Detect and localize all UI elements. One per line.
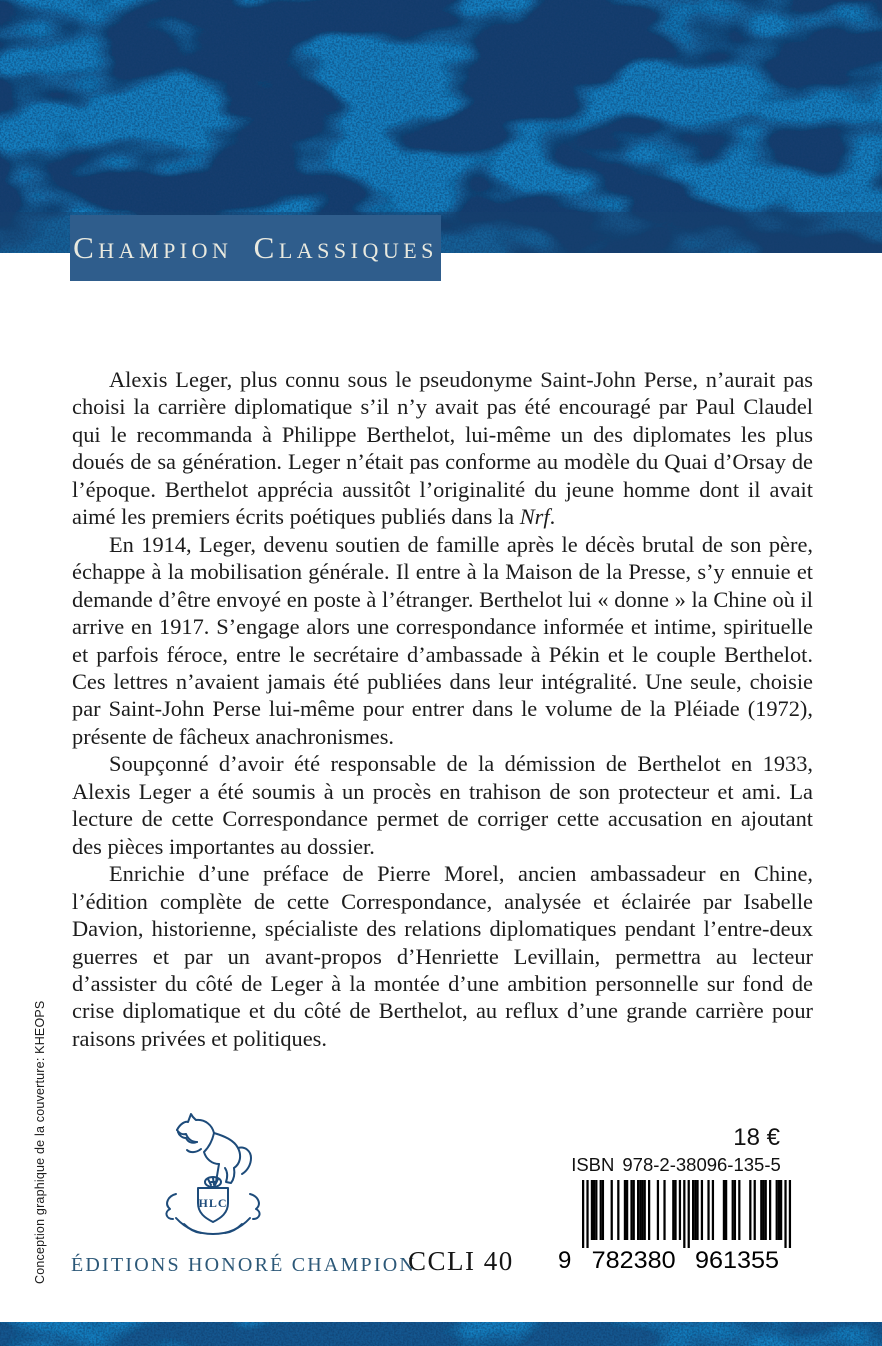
- price: 18 €: [733, 1124, 780, 1151]
- series-title: Champion Classiques: [73, 230, 438, 265]
- design-credit-vertical: Conception graphique de la couverture: KHEOPS: [33, 1000, 47, 1284]
- isbn-label: ISBN: [571, 1154, 615, 1175]
- back-text: [72, 366, 813, 1052]
- horse-crest-logo: [146, 1106, 280, 1242]
- collection-number: CCLI 40: [408, 1246, 514, 1276]
- paragraph: Enrichie d’une préface de Pierre Morel, ancien ambassadeur en Chine, l’édition complète de cette Correspondance, analysée et éclairée par Isabelle Davion, historienne, spécialiste des relations diplomatiques pendant l’entre-deux guerres et par un avant-propos d’Henriette Levillain, permettra au lecteur d’assister du côté de Leger à la montée d’une ambition personnelle sur fond de crise diplomatique et du côté de Berthelot, au reflux d’une grande carrière pour raisons privées et politiques.: [72, 861, 813, 1051]
- logo-monogram: HLC: [198, 1196, 228, 1210]
- paragraph: Alexis Leger, plus connu sous le pseudonyme Saint-John Perse, n’aurait pas choisi la carrière diplomatique s’il n’y avait pas été encouragé par Paul Claudel qui le recommanda à Philippe Berthelot, lui-même un des diplomates les plus doués de sa génération. Leger n’était pas conforme au modèle du Quai d’Orsay de l’époque. Berthelot apprécia aussitôt l’originalité du jeune homme dont il avait aimé les premiers écrits poétiques publiés dans la Nrf.: [72, 367, 813, 530]
- barcode-digits: 782380: [591, 1247, 676, 1272]
- paragraph: En 1914, Leger, devenu soutien de famille après le décès brutal de son père, échappe à la mobilisation générale. Il entre à la Maison de la Presse, s’y ennuie et demande d’être envoyé en poste à l’étranger. Berthelot lui « donne » la Chine où il arrive en 1917. S’engage alors une correspondance informée et intime, spirituelle et parfois féroce, entre le secrétaire d’ambassade à Pékin et le couple Berthelot. Ces lettres n’avaient jamais été publiées dans leur intégralité. Une seule, choisie par Saint-John Perse lui-même pour entrer dans le volume de la Pléiade (1972), présente de fâcheux anachronismes.: [72, 531, 813, 749]
- series-band: [70, 215, 441, 281]
- isbn-number: 978-2-38096-135-5: [622, 1154, 781, 1175]
- paragraph: Soupçonné d’avoir été responsable de la démission de Berthelot en 1933, Alexis Leger a été soumis à un procès en trahison de son protecteur et ami. La lecture de cette Correspondance permet de corriger cette accusation en ajoutant des pièces importantes au dossier.: [72, 751, 813, 859]
- publisher-name: ÉDITIONS HONORÉ CHAMPION: [71, 1254, 417, 1276]
- barcode-digits: 9: [558, 1247, 572, 1272]
- ean-barcode: [552, 1180, 800, 1272]
- isbn-line: [552, 1154, 800, 1176]
- barcode-digits: 961355: [695, 1247, 779, 1272]
- marble-strip-bottom: [0, 1322, 882, 1346]
